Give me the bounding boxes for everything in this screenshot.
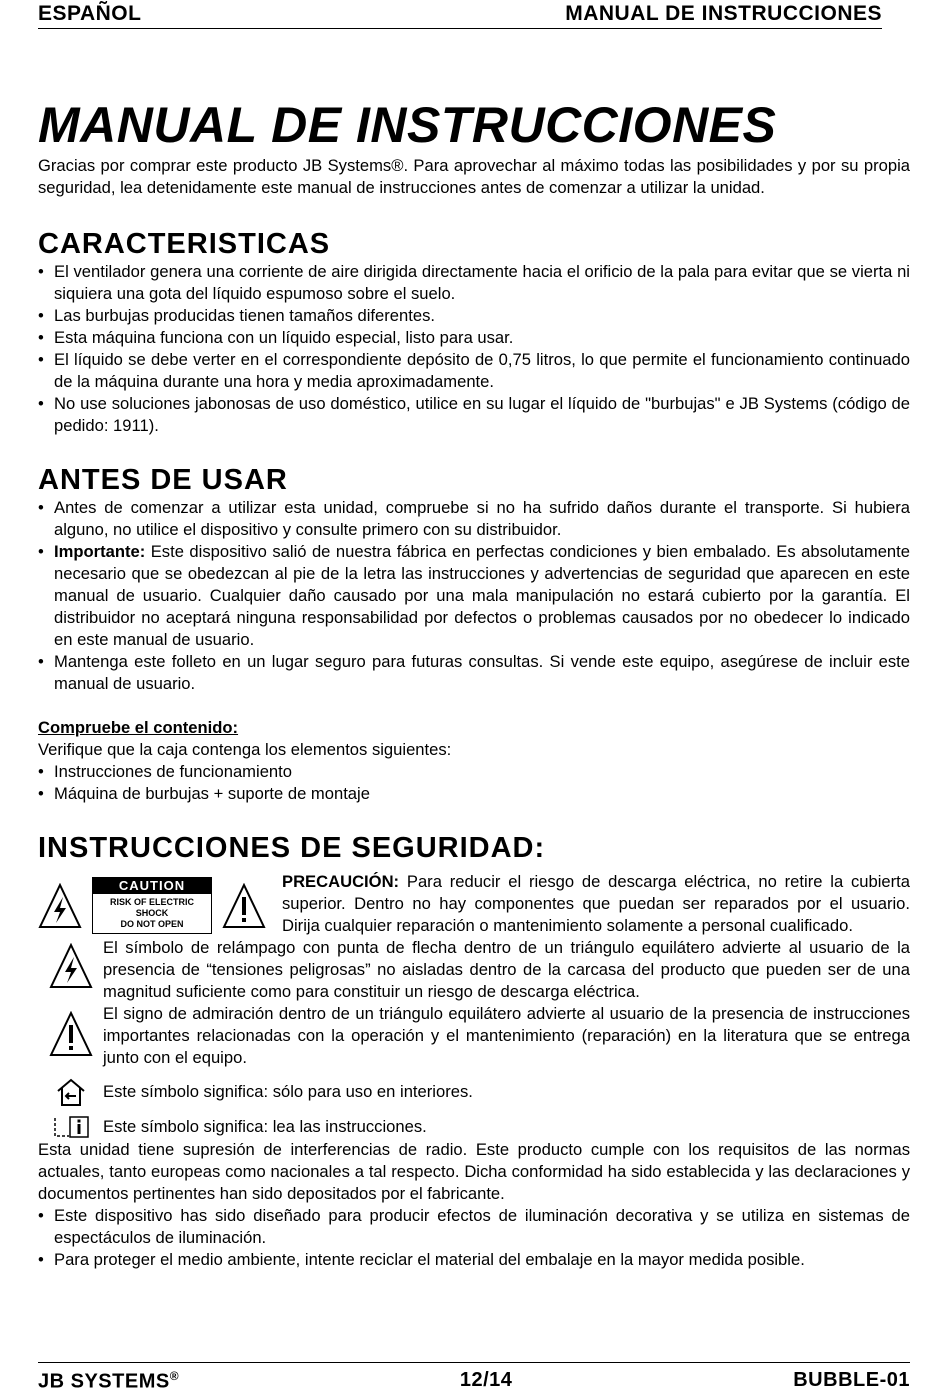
lightning-triangle-icon	[49, 943, 93, 989]
exclamation-triangle-icon	[49, 1011, 93, 1057]
indoor-symbol-row	[38, 1077, 910, 1107]
exclamation-text: El signo de admiración dentro de un triángulo equilátero advierte al usuario de la presencia de instrucciones importantes relacionadas con la operación y el mantenimiento (reparación) en la literatura que se entrega junto con el equipo.	[103, 1004, 910, 1067]
before-use-heading: ANTES DE USAR	[38, 464, 288, 496]
caution-row	[38, 871, 910, 937]
page-title: MANUAL DE INSTRUCCIONES	[38, 97, 777, 153]
important-text: Este dispositivo salió de nuestra fábrica en perfectas condiciones y bien embalado. Es absolutamente necesario que se obedezcan al pie de la letra las instrucciones y advertencias de seguridad que aparecen en este manual de usuario. Cualquier daño causado por una mala manipulación no estará cubierto por la garantía. El distribuidor no aceptará ninguna responsabilidad por defectos o problemas causados por no obedecer lo indicado en este manual de usuario.	[54, 542, 910, 649]
list-item: • Instrucciones de funcionamiento	[54, 761, 910, 783]
features-section	[38, 227, 910, 437]
important-label: Importante:	[54, 542, 146, 561]
lightning-symbol-row	[38, 937, 910, 1003]
exclamation-triangle-icon	[222, 883, 266, 929]
exclamation-symbol-row	[38, 1003, 910, 1069]
contents-list	[38, 761, 910, 805]
features-list	[38, 261, 910, 437]
read-instructions-icon	[52, 1115, 90, 1139]
contents-heading: Compruebe el contenido:	[38, 718, 239, 737]
footer-model: BUBBLE-01	[793, 1369, 910, 1391]
list-item: • El líquido se debe verter en el correspondiente depósito de 0,75 litros, lo que permite el funcionamiento continuado de la máquina durante una hora y media aproximadamente.	[54, 349, 910, 393]
list-item	[54, 541, 910, 651]
safety-section	[38, 831, 910, 1271]
header-language: ESPAÑOL	[38, 2, 142, 25]
footer-brand: JB SYSTEMS®	[38, 1369, 180, 1393]
caution-label: CAUTION RISK OF ELECTRIC SHOCK DO NOT OPEN	[92, 877, 212, 934]
precaution-text: PRECAUCIÓN: Para reducir el riesgo de descarga eléctrica, no retire la cubierta superior. Dentro no hay componentes que puedan ser reparados por el usuario. Dirija cualquier reparación o mantenimiento solamente a personal cualificado.	[282, 872, 910, 935]
list-item: • Las burbujas producidas tienen tamaños diferentes.	[54, 305, 910, 327]
lightning-text: El símbolo de relámpago con punta de flecha dentro de un triángulo equilátero advierte al usuario de la presencia de “tensiones peligrosas” no aisladas dentro de la carcasa del producto que pueden ser de una magnitud suficiente como para constituir un riesgo de descarga eléctrica.	[103, 938, 910, 1001]
safety-heading: INSTRUCCIONES DE SEGURIDAD:	[38, 832, 546, 864]
list-item: • Mantenga este folleto en un lugar seguro para futuras consultas. Si vende este equipo, asegúrese de incluir este manual de usuario.	[54, 651, 910, 695]
list-item: • No use soluciones jabonosas de uso doméstico, utilice en su lugar el líquido de "burbujas" e JB Systems (código de pedido: 1911).	[54, 393, 910, 437]
list-item: • Antes de comenzar a utilizar esta unidad, compruebe si no ha sufrido daños durante el transporte. Si hubiera alguno, no utilice el dispositivo y consulte primero con su distribuidor.	[54, 497, 910, 541]
features-heading: CARACTERISTICAS	[38, 228, 331, 260]
intro-paragraph: Gracias por comprar este producto JB Systems®. Para aprovechar al máximo todas las posibilidades y por su propia seguridad, lea detenidamente este manual de instrucciones antes de comenzar a utilizar la unidad.	[38, 156, 910, 197]
list-item: • Máquina de burbujas + suporte de montaje	[54, 783, 910, 805]
header-title: MANUAL DE INSTRUCCIONES	[565, 2, 882, 25]
caution-icons	[38, 871, 282, 934]
indoor-use-icon	[54, 1077, 88, 1107]
list-item: • El ventilador genera una corriente de aire dirigida directamente hacia el orificio de la pala para evitar que se vierta ni siquiera una gota del líquido espumoso sobre el suelo.	[54, 261, 910, 305]
document-body	[38, 95, 910, 1271]
list-item: • Esta máquina funciona con un líquido especial, listo para usar.	[54, 327, 910, 349]
lightning-triangle-icon	[38, 883, 82, 929]
read-symbol-row	[38, 1115, 910, 1139]
page-number: 12/14	[459, 1369, 513, 1391]
safety-list	[38, 1205, 910, 1271]
read-text: Este símbolo significa: lea las instrucciones.	[103, 1117, 427, 1136]
contents-intro: Verifique que la caja contenga los elementos siguientes:	[38, 740, 452, 759]
list-item: • Para proteger el medio ambiente, intente reciclar el material del embalaje en la mayor medida posible.	[54, 1249, 910, 1271]
page-header	[38, 2, 882, 29]
list-item: • Este dispositivo has sido diseñado para producir efectos de iluminación decorativa y se utiliza en sistemas de espectáculos de iluminación.	[54, 1205, 910, 1249]
page-footer	[38, 1362, 910, 1394]
indoor-text: Este símbolo significa: sólo para uso en interiores.	[103, 1082, 473, 1101]
radio-paragraph: Esta unidad tiene supresión de interferencias de radio. Este producto cumple con los requisitos de las normas actuales, tanto europeas como nacionales a tal respecto. Dicha conformidad ha sido establecida y las declaraciones y documentos pertinentes han sido depositados por el fabricante.	[38, 1140, 910, 1203]
before-use-list	[38, 497, 910, 695]
before-use-section	[38, 463, 910, 805]
